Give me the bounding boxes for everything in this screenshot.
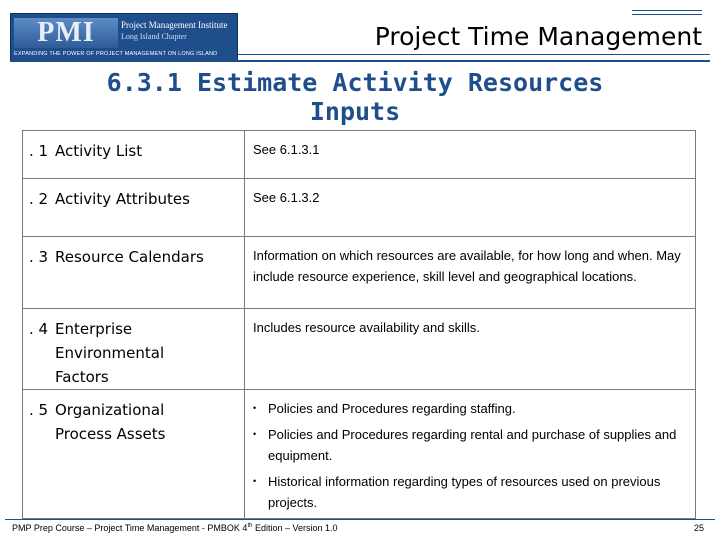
slide-title — [0, 68, 720, 126]
input-label-cell — [23, 390, 245, 519]
footer-divider — [5, 519, 715, 520]
input-description: See 6.1.3.1 — [253, 142, 320, 157]
pmi-logo — [10, 13, 238, 61]
footer-text — [12, 522, 338, 534]
input-number: . 5 — [29, 401, 49, 419]
input-description-cell — [245, 131, 696, 179]
footer-superscript: th — [247, 523, 253, 529]
list-item — [253, 424, 687, 466]
input-number: . 1 — [29, 142, 49, 160]
footer-text-main: PMP Prep Course – Project Time Management - PMBOK 4 — [12, 523, 248, 533]
logo-chapter-name: Long Island Chapter — [121, 32, 187, 41]
bullet-text: Policies and Procedures regarding rental and purchase of supplies and equipment. — [268, 427, 677, 463]
bullet-text: Historical information regarding types of resources used on previous projects. — [268, 474, 661, 510]
bullet-icon: • — [253, 403, 257, 413]
bullet-text: Policies and Procedures regarding staffing. — [268, 401, 516, 416]
bullet-icon: • — [253, 429, 257, 439]
list-item — [253, 471, 687, 513]
pmi-logo-mark: PMI — [14, 18, 118, 48]
input-label: Factors — [55, 368, 109, 386]
bullet-list — [253, 398, 687, 513]
input-description: See 6.1.3.2 — [253, 190, 320, 205]
input-label: Enterprise — [55, 320, 133, 338]
input-label-cell — [23, 131, 245, 179]
header-title: Project Time Management — [374, 22, 702, 51]
slide-title-line-1: 6.3.1 Estimate Activity Resources — [106, 68, 604, 97]
table-row — [23, 390, 696, 519]
input-number: . 3 — [29, 248, 49, 266]
inputs-table — [22, 130, 696, 519]
input-description: Includes resource availability and skills. — [253, 320, 480, 335]
input-number: . 4 — [29, 320, 49, 338]
input-label: Resource Calendars — [55, 248, 204, 266]
header-divider — [10, 60, 710, 62]
input-description: Information on which resources are available, for how long and when. May include resource experience, skill level and geographical locations. — [253, 248, 681, 284]
input-label: Activity List — [55, 142, 143, 160]
header-divider-thin — [238, 54, 710, 55]
table-row — [23, 131, 696, 179]
input-number: . 2 — [29, 190, 49, 208]
input-label-cell — [23, 309, 245, 390]
bullet-icon: • — [253, 476, 257, 486]
table-row — [23, 179, 696, 237]
input-label: Environmental — [55, 344, 165, 362]
input-description-cell — [245, 237, 696, 309]
page-number: 25 — [693, 523, 704, 533]
header-decoration — [632, 10, 702, 15]
slide-title-line-2: Inputs — [309, 97, 401, 126]
list-item — [253, 398, 687, 419]
table-row — [23, 309, 696, 390]
input-label-cell — [23, 237, 245, 309]
input-label: Organizational — [55, 401, 165, 419]
input-label-cell — [23, 179, 245, 237]
input-description-cell — [245, 390, 696, 519]
logo-tagline: EXPANDING THE POWER OF PROJECT MANAGEMENT ON LONG ISLAND — [14, 51, 218, 57]
table-row — [23, 237, 696, 309]
input-label: Process Assets — [55, 425, 166, 443]
footer-text-edition: Edition – Version 1.0 — [252, 523, 338, 533]
input-description-cell — [245, 179, 696, 237]
logo-organization-name: Project Management Institute — [121, 20, 228, 30]
input-description-cell — [245, 309, 696, 390]
input-label: Activity Attributes — [55, 190, 190, 208]
